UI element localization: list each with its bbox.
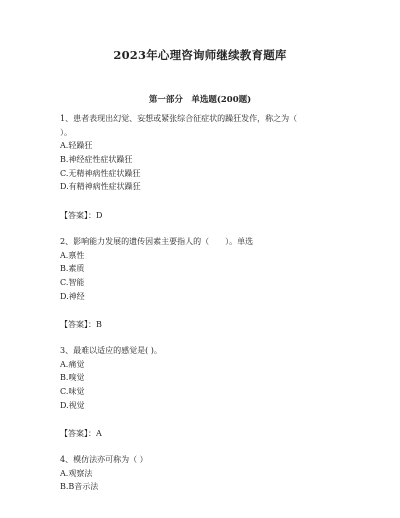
- question-2: [60, 235, 360, 332]
- option-c: C.味觉: [60, 387, 85, 396]
- question-stem: 4、模仿法亦可称为（ ）: [60, 455, 148, 465]
- option-d: D.视觉: [60, 400, 85, 410]
- option-a: A.轻躁狂: [60, 141, 93, 151]
- question-stem: 1、患者表现出幻觉、妄想或紧张综合征症状的躁狂发作，称之为（: [60, 114, 298, 123]
- question-4: [60, 453, 360, 494]
- section-title: 第一部分 单选题(200题): [148, 95, 252, 105]
- option-a: A.禀性: [60, 250, 85, 260]
- option-d: D.神经: [60, 291, 85, 301]
- option-a: A.观察法: [60, 468, 93, 478]
- option-c: C.智能: [60, 277, 85, 287]
- option-b: B.神经症性症状躁狂: [60, 155, 133, 165]
- option-b: B.嗅觉: [60, 373, 85, 383]
- answer-label: 【答案】：B: [60, 320, 102, 330]
- question-1: [60, 112, 360, 223]
- question-3: [60, 344, 360, 441]
- option-d: D.有精神病性症状躁狂: [60, 182, 141, 192]
- option-a: A.痛觉: [60, 359, 85, 369]
- option-b: B.B音示法: [60, 482, 99, 492]
- question-stem-continuation: ）。: [60, 127, 72, 137]
- document-title: 2023年心理咨询师继续教育题库: [113, 48, 287, 62]
- answer-label: 【答案】：A: [60, 429, 102, 439]
- option-b: B.素质: [60, 264, 85, 274]
- question-stem: 2、影响能力发展的遗传因素主要指人的（ ）。单选: [60, 236, 254, 246]
- option-c: C.无精神病性症状躁狂: [60, 168, 141, 178]
- question-list: [60, 112, 360, 494]
- question-stem: 3、最难以适应的感觉是( )。: [60, 345, 162, 355]
- answer-label: 【答案】：D: [60, 211, 103, 221]
